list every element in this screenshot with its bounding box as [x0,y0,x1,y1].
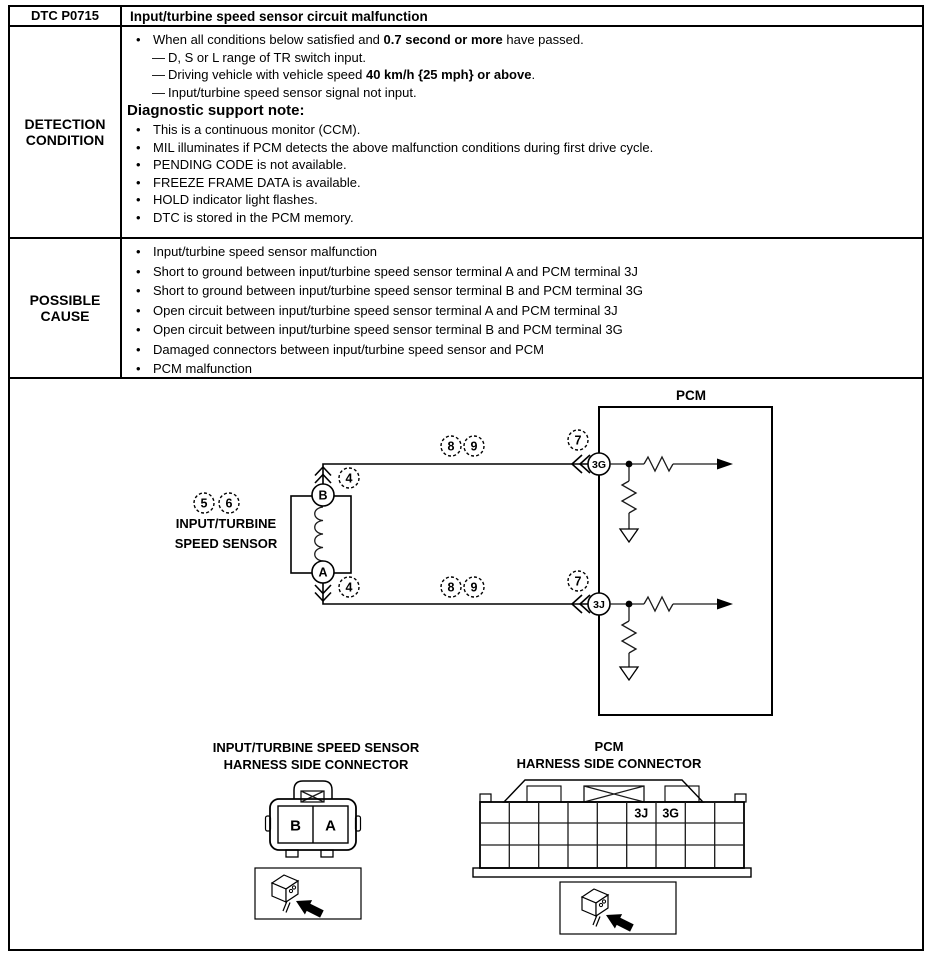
callout-5 [194,493,214,513]
bullet-marker: • [136,283,141,298]
list-item-text: FREEZE FRAME DATA is available. [153,174,361,190]
callout-4-num: 4 [345,580,353,595]
callout-7-bottom [568,571,588,591]
pcm-pin-3g: 3G [662,806,680,821]
detection-condition-row [10,27,922,239]
list-item-text: Input/turbine speed sensor malfunction [153,244,378,259]
list-item-text: D, S or L range of TR switch input. [168,49,366,65]
list-item [122,191,922,209]
pcm-harness-connector [473,739,751,934]
junction-dot-icon [626,461,633,468]
list-item-text: When all conditions below satisfied and 0.7 second or more have passed. [153,32,584,47]
list-item-text: PENDING CODE is not available. [153,157,347,172]
resistor-icon [644,457,673,471]
circuit-diagram [10,379,922,947]
list-item [122,49,922,67]
list-item [122,101,922,121]
circuit-diagram-row [10,379,922,949]
callout-7-num: 7 [574,574,582,589]
corner-tab-icon [480,794,491,802]
bullet-marker: • [136,361,141,376]
label-line: DETECTION [24,116,106,132]
view-direction-icon [272,875,324,918]
list-item-text: HOLD indicator light flashes. [153,192,318,207]
callout-4-top [339,468,359,488]
pcm-box-label: PCM [676,388,706,403]
bullet-marker: • [136,32,141,47]
sensor-harness-connector [213,740,420,919]
callout-9-top [464,436,484,456]
bullet-marker: • [136,209,141,225]
view-direction-icon [582,889,634,932]
arrow-right-icon [717,599,733,610]
list-item [122,139,922,157]
possible-cause-list [122,239,922,379]
callout-9-num: 9 [470,439,478,454]
bullet-marker: • [136,302,141,318]
pcm-terminal-3j [588,593,610,615]
bullet-marker: • [136,341,141,357]
detection-condition-content [122,27,922,237]
list-item [122,121,922,139]
sensor-label-line1: INPUT/TURBINE [175,516,277,531]
list-item [122,281,922,301]
possible-cause-row [10,239,922,379]
pcm-terminal-3g [588,453,610,475]
label-line: CONDITION [25,132,105,148]
list-item [122,320,922,340]
callout-4-num: 4 [345,471,353,486]
detection-condition-label [10,27,122,237]
callout-9-num: 9 [470,580,478,595]
callout-8-num: 8 [447,580,455,595]
list-item-text: Driving vehicle with vehicle speed 40 km/h {25 mph} or above. [168,67,536,82]
callout-7-top [568,430,588,450]
list-item [122,174,922,192]
dtc-table [8,5,924,951]
pcm-pin-3j: 3J [634,806,649,821]
list-item-text: Short to ground between input/turbine speed sensor terminal B and PCM terminal 3G [153,283,643,298]
pcm-box [599,388,772,715]
list-item-text: Diagnostic support note: [127,102,305,119]
list-item-text: Open circuit between input/turbine speed sensor terminal B and PCM terminal 3G [153,322,623,337]
bullet-marker: • [136,192,141,207]
bullet-marker: • [136,139,141,155]
pin-grid-rows [480,823,744,845]
callout-6 [219,493,239,513]
sensor-connector-title-line2: HARNESS SIDE CONNECTOR [223,757,409,772]
resistor-icon [622,481,636,513]
pcm-internal-circuit-3g [610,457,733,542]
sensor-pin-b: B [290,817,301,835]
sensor-pin-a: A [325,817,336,835]
possible-cause-label [10,239,122,377]
pin-grid-columns [509,802,714,868]
pcm-internal-circuit-3j [610,597,733,680]
label-line: POSSIBLE [29,292,101,308]
bullet-marker: • [136,122,141,137]
list-item-text: PCM malfunction [153,361,252,376]
bullet-marker: • [136,263,141,279]
callout-8-top [441,436,461,456]
connector-base-icon [473,868,751,877]
list-item-text: Short to ground between input/turbine speed sensor terminal A and PCM terminal 3J [153,263,638,279]
coil-icon [315,507,323,561]
detection-condition-list [122,27,922,226]
wire-sensor-b-to-3g [315,455,590,484]
list-item-text: Input/turbine speed sensor signal not input. [168,84,417,100]
list-item-text: Damaged connectors between input/turbine speed sensor and PCM [153,341,544,357]
bullet-marker: • [136,244,141,259]
dtc-code-cell [10,7,122,25]
list-item [122,31,922,49]
callout-8-bottom [441,577,461,597]
list-item [122,262,922,282]
list-item [122,301,922,321]
sensor-label-line2: SPEED SENSOR [174,536,278,551]
bullet-marker: • [136,174,141,190]
callout-5-num: 5 [200,496,208,511]
dtc-title-cell [122,7,922,25]
dash-marker: — [152,67,165,82]
pin-3j-label: 3J [593,599,605,611]
pin-3g-label: 3G [591,459,607,471]
list-item-text: This is a continuous monitor (CCM). [153,122,361,137]
junction-dot-icon [626,601,633,608]
dtc-header-row [10,7,922,27]
pcm-connector-title-line2: HARNESS SIDE CONNECTOR [516,756,702,771]
bullet-marker: • [136,157,141,172]
resistor-icon [644,597,673,611]
bullet-marker: • [136,322,141,337]
list-item [122,66,922,84]
callout-8-num: 8 [447,439,455,454]
label-line: CAUSE [40,308,90,324]
list-item [122,156,922,174]
bottom-tab-icon [286,850,298,857]
ground-icon [620,667,638,680]
list-item [122,84,922,102]
dtc-title: Input/turbine speed sensor circuit malfunction [130,8,428,24]
callout-7-num: 7 [574,433,582,448]
list-item [122,242,922,262]
possible-cause-content [122,239,922,377]
pcm-connector-title-line1: PCM [594,739,624,754]
terminal-a-label: A [318,565,328,580]
callout-4-bottom [339,577,359,597]
list-item-text: DTC is stored in the PCM memory. [153,209,354,225]
terminal-b-label: B [318,488,328,503]
keyway-x-icon [301,791,324,802]
list-item-text: Open circuit between input/turbine speed sensor terminal A and PCM terminal 3J [153,302,618,318]
resistor-icon [622,621,636,653]
list-item [122,359,922,379]
callout-6-num: 6 [225,496,233,511]
dtc-code: DTC P0715 [31,8,99,23]
list-item [122,340,922,360]
dash-marker: — [152,49,165,65]
list-item-text: MIL illuminates if PCM detects the above malfunction conditions during first drive cycle. [153,139,654,155]
bottom-tab-icon [321,850,333,857]
dash-marker: — [152,84,165,100]
callout-9-bottom [464,577,484,597]
arrow-right-icon [717,459,733,470]
corner-tab-icon [735,794,746,802]
list-item [122,209,922,227]
sensor-connector-title-line1: INPUT/TURBINE SPEED SENSOR [212,740,420,755]
ground-icon [620,529,638,542]
